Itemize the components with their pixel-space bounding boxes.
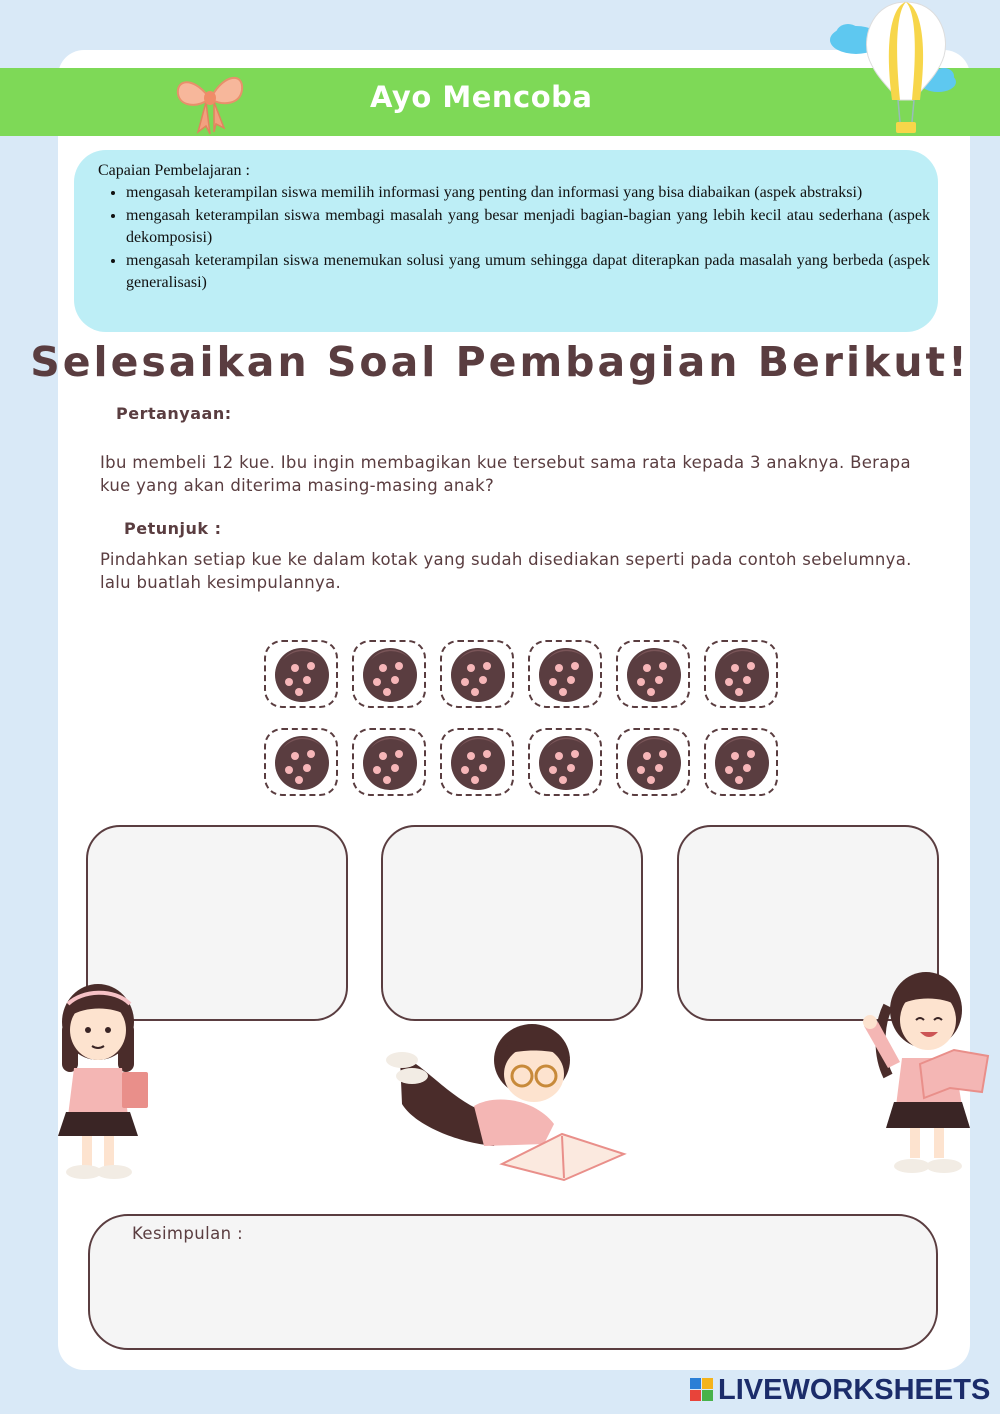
question-label: Pertanyaan: xyxy=(116,404,232,423)
question-text: Ibu membeli 12 kue. Ibu ingin membagikan kue tersebut sama rata kepada 3 anaknya. Berapa kue yang akan diterima masing-masing anak? xyxy=(100,453,911,495)
liveworksheets-logo xyxy=(690,1370,990,1410)
banner-title: Ayo Mencoba xyxy=(370,80,593,114)
learning-outcome-item: • mengasah keterampilan siswa membagi masalah yang besar menjadi bagian-bagian yang lebih kecil atau sederhana (aspek dekomposisi) xyxy=(126,205,930,249)
liveworksheets-logo-icon xyxy=(690,1378,714,1406)
bow-icon xyxy=(172,66,248,140)
draggable-cookie[interactable] xyxy=(352,728,426,796)
drop-box-child-2[interactable] xyxy=(381,825,643,1021)
draggable-cookie[interactable] xyxy=(264,640,338,708)
draggable-cookie[interactable] xyxy=(704,640,778,708)
draggable-cookie[interactable] xyxy=(440,640,514,708)
draggable-cookie[interactable] xyxy=(264,728,338,796)
hint-text: Pindahkan setiap kue ke dalam kotak yang sudah disediakan seperti pada contoh sebelumnya. lalu buatlah kesimpulannya. xyxy=(100,550,912,592)
draggable-cookie[interactable] xyxy=(616,728,690,796)
draggable-cookie[interactable] xyxy=(528,640,602,708)
conclusion-label: Kesimpulan : xyxy=(132,1224,244,1243)
draggable-cookie[interactable] xyxy=(352,640,426,708)
learning-outcome-item: • mengasah keterampilan siswa menemukan solusi yang umum sehingga dapat diterapkan pada masalah yang berbeda (aspek generalisasi) xyxy=(126,250,930,294)
draggable-cookie[interactable] xyxy=(616,640,690,708)
learning-outcomes-list xyxy=(98,182,930,295)
draggable-cookie[interactable] xyxy=(440,728,514,796)
girl-holding-book-illustration xyxy=(858,966,990,1186)
learning-outcome-item: • mengasah keterampilan siswa memilih informasi yang penting dan informasi yang bisa diabaikan (aspek abstraksi) xyxy=(126,182,930,204)
learning-outcomes-box xyxy=(74,150,938,332)
liveworksheets-wordmark: LIVEWORKSHEETS xyxy=(718,1374,991,1406)
conclusion-answer-box[interactable] xyxy=(88,1214,938,1350)
hot-air-balloon-icon xyxy=(826,0,966,144)
learning-outcomes-title: Capaian Pembelajaran : xyxy=(98,162,250,179)
girl-thinking-illustration xyxy=(52,976,162,1190)
worksheet-title: Selesaikan Soal Pembagian Berikut! xyxy=(30,338,970,386)
draggable-cookie[interactable] xyxy=(528,728,602,796)
boy-reading-illustration xyxy=(384,1014,629,1188)
draggable-cookie[interactable] xyxy=(704,728,778,796)
hint-label: Petunjuk : xyxy=(124,519,222,538)
